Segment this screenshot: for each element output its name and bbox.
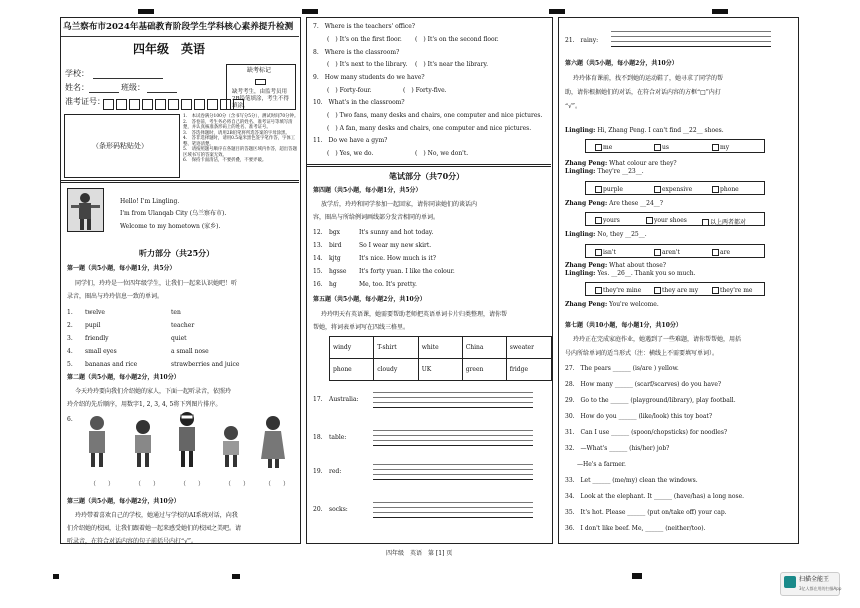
q6-title: 第六题（共5小题，每小题2分，共10分） [565, 60, 678, 67]
q21-label: 21. rainy: [565, 37, 599, 44]
q34[interactable]: 34. Look at the elephant. It ______ (have/has) a long nose. [565, 493, 745, 500]
absent-fill-box[interactable] [255, 79, 266, 85]
q25-option-isnt[interactable]: isn't [595, 249, 616, 256]
q10-stem: 10. What's in the classroom? [313, 99, 405, 106]
exam-title: 乌兰察布市2024年基础教育阶段学生学科核心素养提升检测 [63, 22, 294, 32]
q1-3-option-b[interactable]: quiet [171, 335, 187, 342]
lingling-photo [67, 188, 104, 232]
q7-option-b[interactable]: ( ) It's on the second floor. [415, 36, 499, 43]
written-heading: 笔试部分（共70分） [389, 171, 465, 181]
q7-stem: 7. Where is the teachers' office? [313, 23, 416, 30]
school-field[interactable] [93, 78, 163, 79]
q1-3-option-a[interactable]: friendly [85, 335, 109, 342]
options-26 [585, 282, 765, 296]
q2-title: 第二题（共5小题，每小题2分，共10分） [67, 374, 180, 381]
registration-mark [632, 573, 642, 579]
q2-answer-1[interactable]: （ ） [90, 481, 115, 488]
q33[interactable]: 33. Let ______ (me/my) clean the windows. [565, 477, 698, 484]
page-footer: 四年级 英语 第 [1] 页 [386, 550, 453, 557]
q30[interactable]: 30. How do you ______ (like/look) this toy boat? [565, 413, 713, 420]
q14-sentence[interactable]: It's nice. How much is it? [359, 255, 436, 262]
q28[interactable]: 28. How many ______ (scarf/scarves) do you have? [565, 381, 722, 388]
family-pictures [79, 411, 291, 471]
q31[interactable]: 31. Can I use ______ (spoon/chopsticks) for noodles? [565, 429, 728, 436]
q23-option-purple[interactable]: purple [595, 186, 623, 193]
q25-option-are[interactable]: are [712, 249, 730, 256]
q11-stem: 11. Do we have a gym? [313, 137, 388, 144]
q32-response: —He's a farmer. [565, 461, 626, 468]
q2-answer-3[interactable]: （ ） [180, 481, 205, 488]
intro-line-1: Hello! I'm Lingling. [120, 198, 180, 205]
q1-2-option-b[interactable]: teacher [171, 322, 195, 329]
q24-option-yours[interactable]: yours [595, 217, 620, 224]
q29[interactable]: 29. Go to the ______ (playground/library), play football. [565, 397, 736, 404]
q10-option-a[interactable]: ( ) Two fans, many desks and chairs, one computer and nice pictures. [327, 112, 543, 119]
registration-mark [712, 9, 728, 14]
figure-mom [261, 416, 285, 468]
q1-1-option-a[interactable]: twelve [85, 309, 105, 316]
q2-answer-5[interactable]: （ ） [265, 481, 290, 488]
q1-5-option-b[interactable]: strawberries and juice [171, 361, 240, 368]
q10-option-b[interactable]: ( ) A fan, many desks and chairs, one computer and nice pictures. [327, 125, 532, 132]
q35[interactable]: 35. It's hot. Please ______ (put on/take off) your cap. [565, 509, 727, 516]
q26-option-they-are-my[interactable]: they are my [654, 287, 698, 294]
q1-4-option-b[interactable]: a small nose [171, 348, 209, 355]
q22-option-me[interactable]: me [595, 144, 612, 151]
registration-mark [53, 574, 59, 579]
grade-subject: 四年级 英语 [133, 42, 206, 56]
word-table: windy T-shirt white China sweater phone cloudy UK green fridge [329, 336, 552, 381]
q15-sentence[interactable]: It's forty yuan. I like the colour. [359, 268, 455, 275]
q8-option-a[interactable]: ( ) It's next to the library. [327, 61, 408, 68]
q1-2-option-a[interactable]: pupil [85, 322, 101, 329]
barcode-area: （条形码粘贴处） [64, 114, 180, 178]
ticket-number-boxes[interactable] [103, 95, 246, 114]
q36[interactable]: 36. I don't like beef. Me, ______ (neither/too). [565, 525, 706, 532]
q23-option-expensive[interactable]: expensive [654, 186, 692, 193]
q26-option-theyre-mine[interactable]: they're mine [595, 287, 641, 294]
scanner-watermark: 扫描全能王 3亿人都在用的扫描App [780, 572, 840, 596]
listening-heading: 听力部分（共25分） [139, 248, 215, 258]
cs-logo-icon [784, 576, 796, 588]
q9-option-a[interactable]: ( ) Forty-four. [327, 87, 372, 94]
absent-mark-box: 缺考标记 缺考考生，由监考员用2B铅笔填涂，考生不得填涂。 [226, 64, 296, 110]
options-25 [585, 244, 765, 258]
intro-line-3: Welcome to my hometown (家乡). [120, 223, 221, 230]
q1-4-option-a[interactable]: small eyes [85, 348, 117, 355]
class-label: 班级： [121, 83, 145, 92]
intro-line-2: I'm from Ulanqab City (乌兰察布市). [120, 210, 227, 217]
q7-title: 第七题（共10小题，每小题1分，共10分） [565, 322, 682, 329]
q13-sentence[interactable]: So I wear my new skirt. [359, 242, 432, 249]
figure-dad [179, 412, 195, 467]
name-field[interactable] [89, 92, 119, 93]
registration-mark [232, 574, 240, 579]
q2-answer-2[interactable]: （ ） [135, 481, 160, 488]
figure-boy [223, 426, 239, 467]
options-23 [585, 181, 765, 195]
q9-stem: 9. How many students do we have? [313, 74, 425, 81]
q24-option-both[interactable]: 以上两者都对 [702, 217, 746, 226]
column-2: 7. Where is the teachers' office? ( ) It's on the first floor. ( ) It's on the second floor. 8. Where is the classroom? ( ) It's next to the library. ( ) It's near the library. 9. How many students do we have? ( ) Forty-four. ( ) Forty-five. 10. What's in the classroom? ( ) Two fans, many desks and chairs, one computer and nice pictures. ( ) A fan, many desks and chairs, one computer and nice pictures. 11. Do we have a gym? ( ) Yes, we do. ( ) No, we don't. 笔试部分（共70分） 第四题（共5小题，每小题1分，共5分） 放学后，玲玲和同学参加一起回家，请你同读她们的谈话内 容，圈出与所给例词画线部分发音相同的单词。 12. bgx It's sunny and hot today. 13. bird So I wear my new skirt. 14. kjtg It's nice. How much is it? 15. hgsse It's forty yuan. I like the colour. 16. hg Me, too. It's pretty. 第五题（共5小题，每小题2分，共10分） 玲玲明天有英语课，她需要帮助老师把英语单词卡片归类整理，请你帮 帮她，将词表单词写在四线三格里。 windy T-shirt white China sweater phone cloudy UK green fridge 17. Australia: 18. table: 19. red: 20. socks: [306, 17, 553, 544]
registration-mark [549, 9, 565, 14]
q9-option-b[interactable]: ( ) Forty-five. [403, 87, 447, 94]
q22-option-my[interactable]: my [712, 144, 729, 151]
q1-title: 第一题（共5小题，每小题1分，共5分） [67, 265, 176, 272]
figure-girl [135, 420, 151, 467]
q22-option-us[interactable]: us [654, 144, 669, 151]
q3-title: 第三题（共5小题，每小题2分，共10分） [67, 498, 180, 505]
q11-option-b[interactable]: ( ) No, we don't. [415, 150, 469, 157]
q1-5-option-a[interactable]: bananas and rice [85, 361, 138, 368]
q23-option-phone[interactable]: phone [712, 186, 739, 193]
q8-stem: 8. Where is the classroom? [313, 49, 400, 56]
class-field[interactable] [147, 92, 177, 93]
dialog-line-1: Hi, Zhang Peng. I can't find __22__ shoes. [597, 127, 724, 134]
q16-sentence[interactable]: Me, too. It's pretty. [359, 281, 417, 288]
school-label: 学校： [65, 69, 89, 78]
q5-title: 第五题（共5小题，每小题2分，共10分） [313, 296, 426, 303]
q7-option-a[interactable]: ( ) It's on the first floor. [327, 36, 402, 43]
q27[interactable]: 27. The pears ______ (is/are ) yellow. [565, 365, 679, 372]
q32[interactable]: 32. —What's ______ (his/her) job? [565, 445, 670, 452]
q12-sentence[interactable]: It's sunny and hot today. [359, 229, 434, 236]
column-3: 21. rainy: 第六题（共5小题，每小题2分，共10分） 玲玲体育课前，找不到她的运动鞋了，她寻求了同学的帮 助，请你根据她们的对话，在符合对话内容的方框“□”内打 “√”。 Lingling: Hi, Zhang Peng. I can't find __22__ shoes. me us my Zhang Peng: What colour are they? Lingling: They're __23__. purple expensive phone Zhang Peng: Are these __24__? yours your shoes 以上两者都对 Lingling: No, they __25__. isn't aren't are Zhang Peng: What about those? Lingling: Yes. __26__. Thank you so much. they're mine they are my they're me Zhang Peng: You're welcome. 第七题（共10小题，每小题1分，共10分） 玲玲正在完成家庭作业，她遇到了一些难题，请你帮帮她，用括 号内所给单词的适当形式（注：横线上不需要填写单词）。 27. The pears ______ (is/are ) yellow. 28. How many ______ (scarf/scarves) do you have? 29. Go to the ______ (playground/library), play football. 30. How do you ______ (like/look) this toy boat? 31. Can I use ______ (spoon/chopsticks) for noodles? 32. —What's ______ (his/her) job? —He's a farmer. 33. Let ______ (me/my) clean the windows. 34. Look at the elephant. It ______ (have/has) a long nose. 35. It's hot. Please ______ (put on/take off) your cap. 36. I don't like beef. Me, ______ (neither/too). [558, 17, 799, 544]
options-22 [585, 139, 765, 153]
column-1: 乌兰察布市2024年基础教育阶段学生学科核心素养提升检测 四年级 英语 学校： 姓名： 班级： 准考证号： 缺考标记 缺考考生，由监考员用2B铅笔填涂，考生不得填涂。 （条形码粘贴处） 1. 本试卷满分100分（含书写分5分），测试时间70分钟。 2. 答卷前，考生务必将自己的姓名、准考证号等填写清楚，并认真核准条形码上的姓名、准考证号。 3. 答选择题时，请用2B铅笔将所选答案的字母涂黑。 4. 答非选择题时，请用0.5毫米黑色签字笔作答，字体工整、笔迹清楚。 5. 请按照题号顺序在各题目的答题区域内作答，超出答题区域书写的答案无效。 6. 保持卡面清洁，不要折叠，不要弄破。 Hello! I'm Lingling. I'm from Ulanqab City (乌兰察布市). Welcome to my hometown (家乡). 听力部分（共25分） 第一题（共5小题，每小题1分，共5分） 同学们，玲玲是一位四年级学生，让我们一起来认识她吧！听 录音，圈出与玲玲信息一致的单词。 1. twelve ten 2. pupil teacher 3. friendly quiet 4. small eyes a small nose 5. bananas and rice strawberries and juice 第二题（共5小题，每小题2分，共10分） 今天玲玲要向我们介绍她的家人，下面一起听录音，依照玲 玲介绍的先后顺序，用数字1, 2, 3, 4, 5将下列图片排序。 6. （ ） （ ） （ ） （ ） （ ） 第三题（共5小题，每小题2分，共10分） 玲玲带着喜欢自己的学校，她通过与学校的AI系统对话，向我 们介绍她的校园，让我们跟着她一起来感受她们的校园之美吧。请 听录音，在符合对话内容的句子前括号内打“√”。 [60, 17, 301, 544]
registration-mark [138, 9, 154, 14]
q11-option-a[interactable]: ( ) Yes, we do. [327, 150, 374, 157]
q4-title: 第四题（共5小题，每小题1分，共5分） [313, 187, 422, 194]
ticket-label: 准考证号： [65, 97, 105, 106]
exam-notes: 1. 本试卷满分100分（含书写分5分），测试时间70分钟。 2. 答卷前，考生务必将自己的姓名、准考证号等填写清楚，并认真核准条形码上的姓名、准考证号。 3. 答选择题时，请用2B铅笔将所选答案的字母涂黑。 4. 答非选择题时，请用0.5毫米黑色签字笔作答，字体工整、笔迹清楚。 5. 请按照题号顺序在各题目的答题区域内作答，超出答题区域书写的答案无效。 6. 保持卡面清洁，不要折叠，不要弄破。 [183, 114, 299, 163]
q24-option-your-shoes[interactable]: your shoes [646, 217, 687, 224]
q8-option-b[interactable]: ( ) It's near the library. [415, 61, 488, 68]
figure-grandpa [89, 416, 105, 467]
q1-1-option-b[interactable]: ten [171, 309, 181, 316]
registration-mark [302, 9, 318, 14]
q25-option-arent[interactable]: aren't [654, 249, 680, 256]
name-label: 姓名： [65, 83, 89, 92]
options-24 [585, 212, 765, 226]
q26-option-theyre-me[interactable]: they're me [712, 287, 752, 294]
q2-answer-4[interactable]: （ ） [225, 481, 250, 488]
